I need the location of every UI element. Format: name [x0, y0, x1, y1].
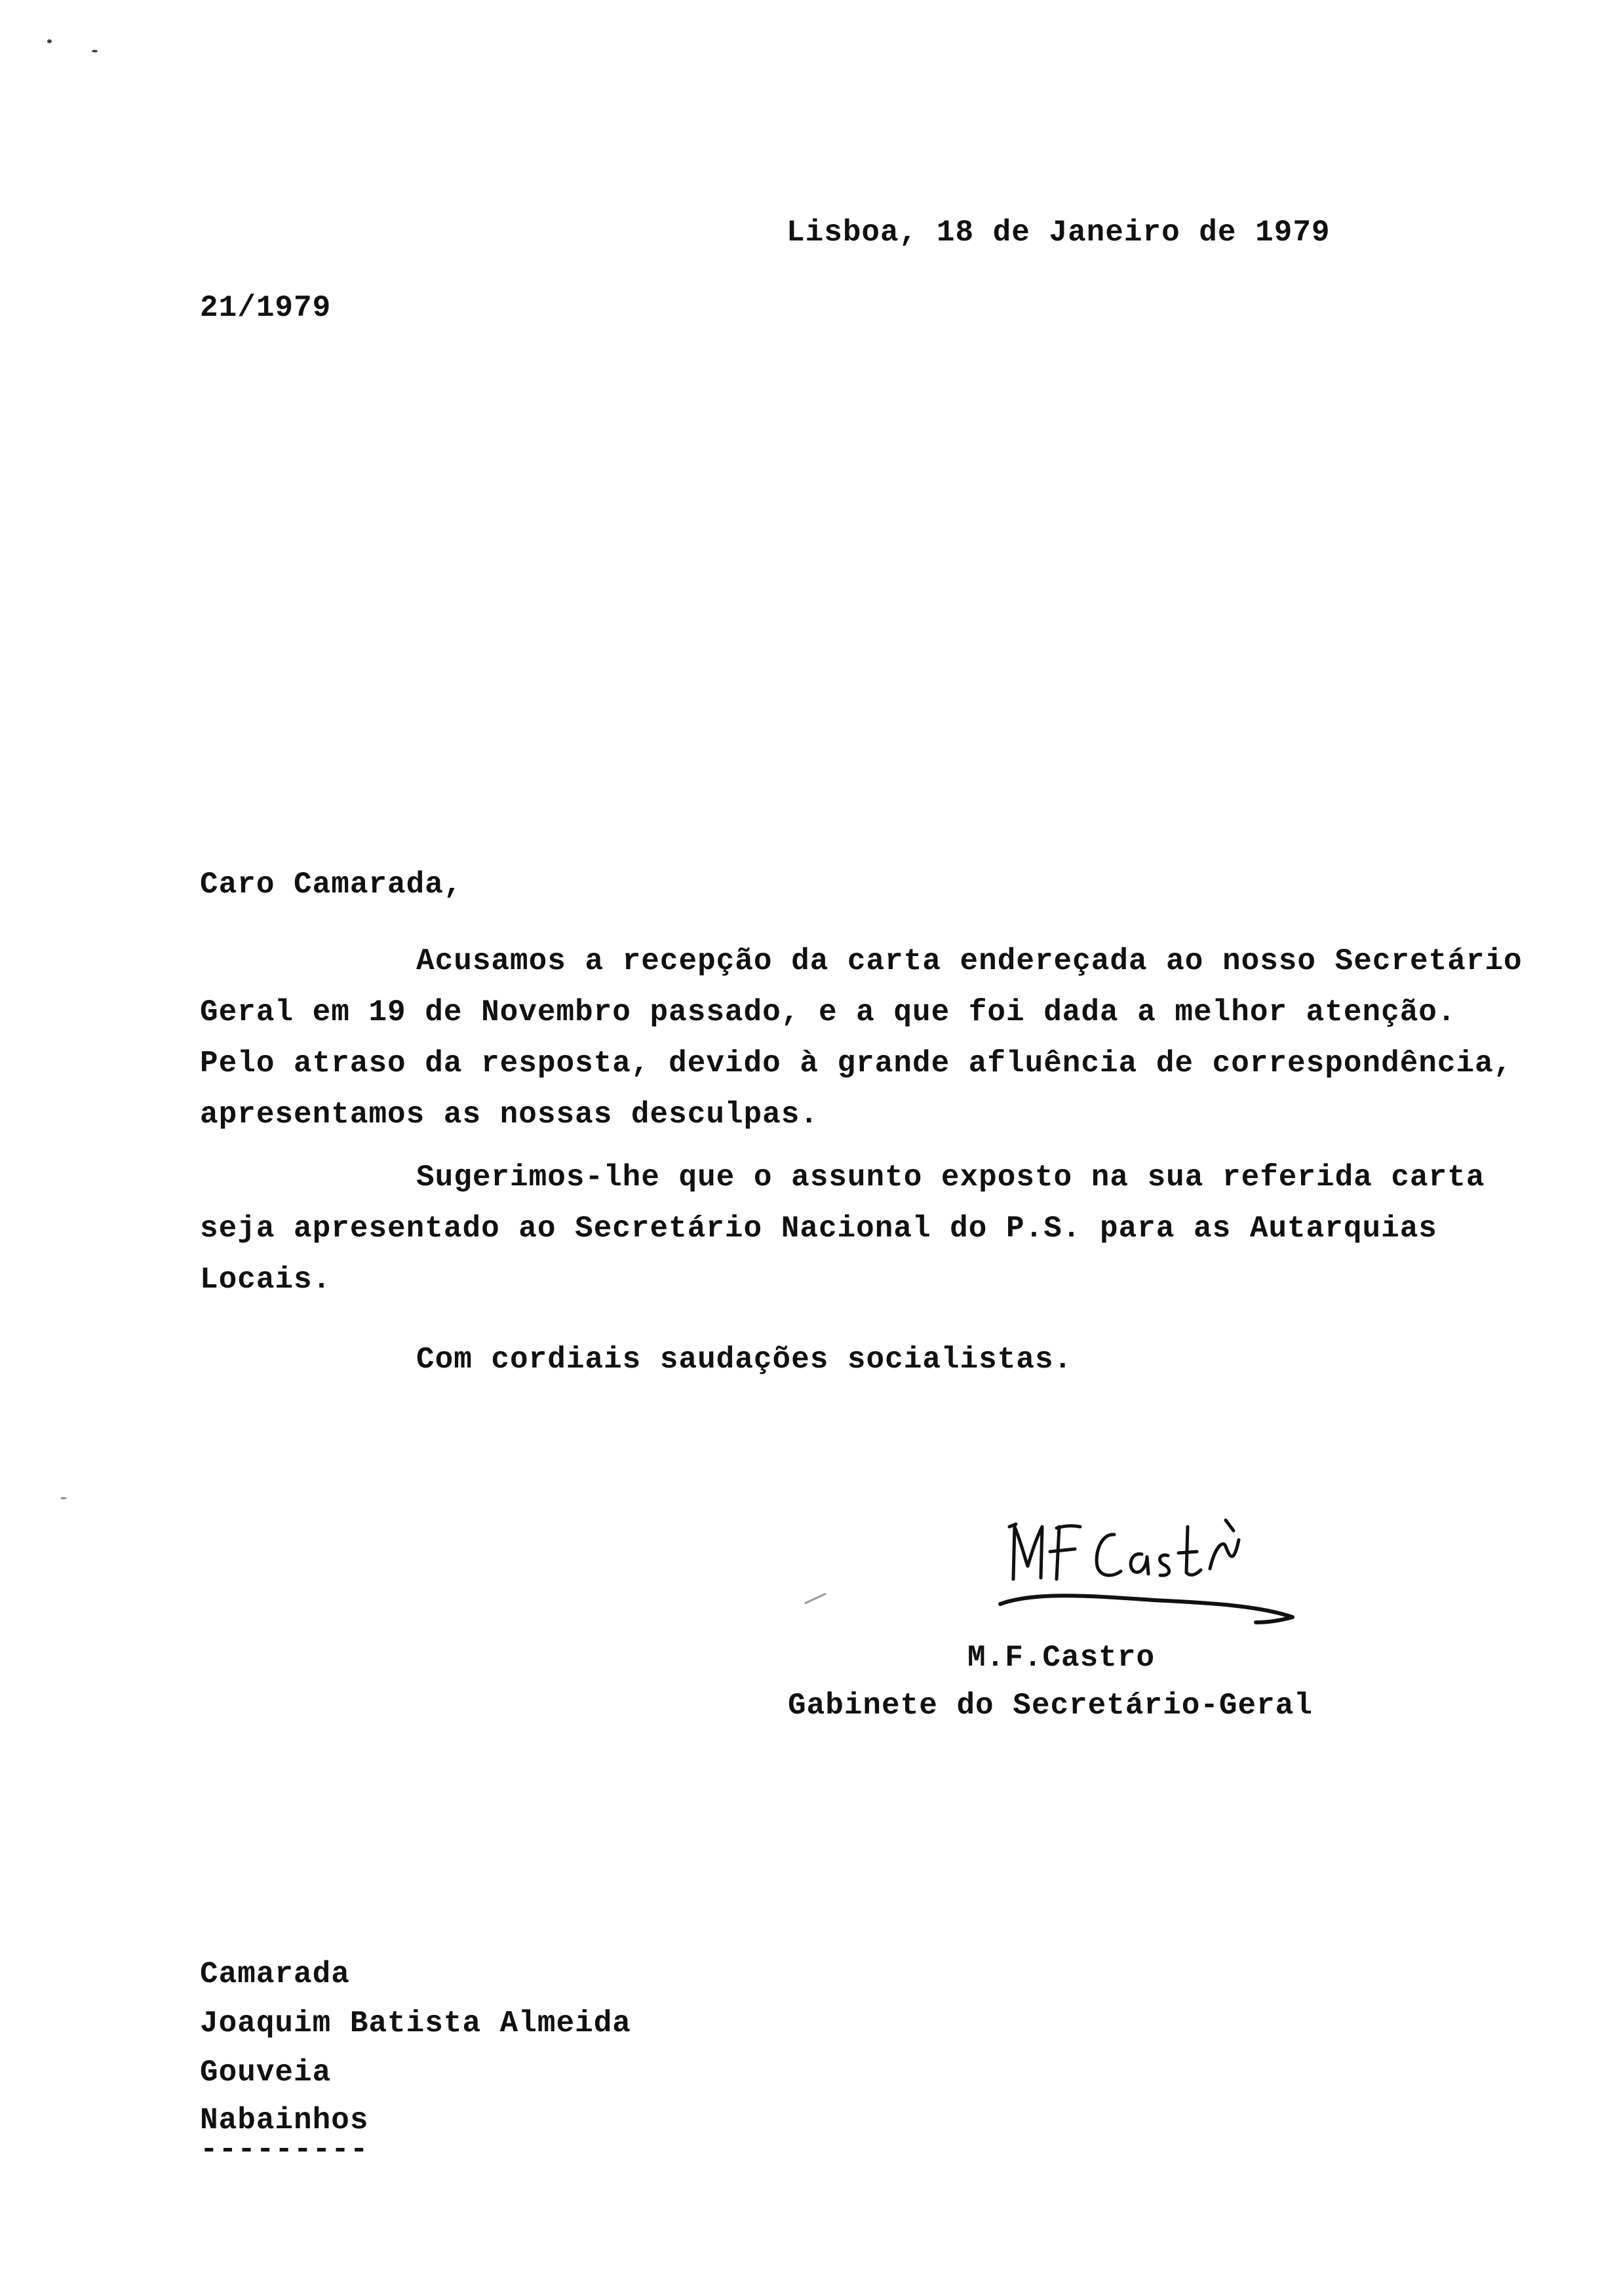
closing-line: Com cordiais saudações socialistas. — [416, 1343, 1073, 1377]
pen-mark — [804, 1593, 827, 1605]
body-paragraph-2: Sugerimos-lhe que o assunto exposto na sua referida carta seja apresentado ao Secretário Nacional do P.S. para as Autarquias Locais. — [200, 1160, 1485, 1297]
salutation: Caro Camarada, — [200, 868, 463, 902]
scan-speck — [92, 50, 98, 52]
scan-speck — [47, 39, 52, 43]
scan-speck — [60, 1497, 67, 1499]
signer-office: Gabinete do Secretário-Geral — [788, 1689, 1313, 1723]
reference-number: 21/1979 — [200, 291, 332, 325]
signer-name: M.F.Castro — [967, 1641, 1156, 1675]
recipient-underline: --------- — [200, 2133, 369, 2167]
recipient-line-4: Nabainhos — [200, 2103, 369, 2137]
date-line: Lisboa, 18 de Janeiro de 1979 — [787, 216, 1331, 250]
recipient-line-2: Joaquim Batista Almeida — [200, 2006, 631, 2040]
handwritten-signature — [996, 1501, 1298, 1632]
recipient-line-3: Gouveia — [200, 2056, 332, 2090]
body-paragraph-1: Acusamos a recepção da carta endereçada ao nosso Secretário Geral em 19 de Novembro passado, e a que foi dada a melhor atenção. Pelo atraso da resposta, devido à grande afluência de correspondência, apresentamos as nossas desculpas. — [200, 944, 1523, 1132]
recipient-line-1: Camarada — [200, 1957, 350, 1991]
